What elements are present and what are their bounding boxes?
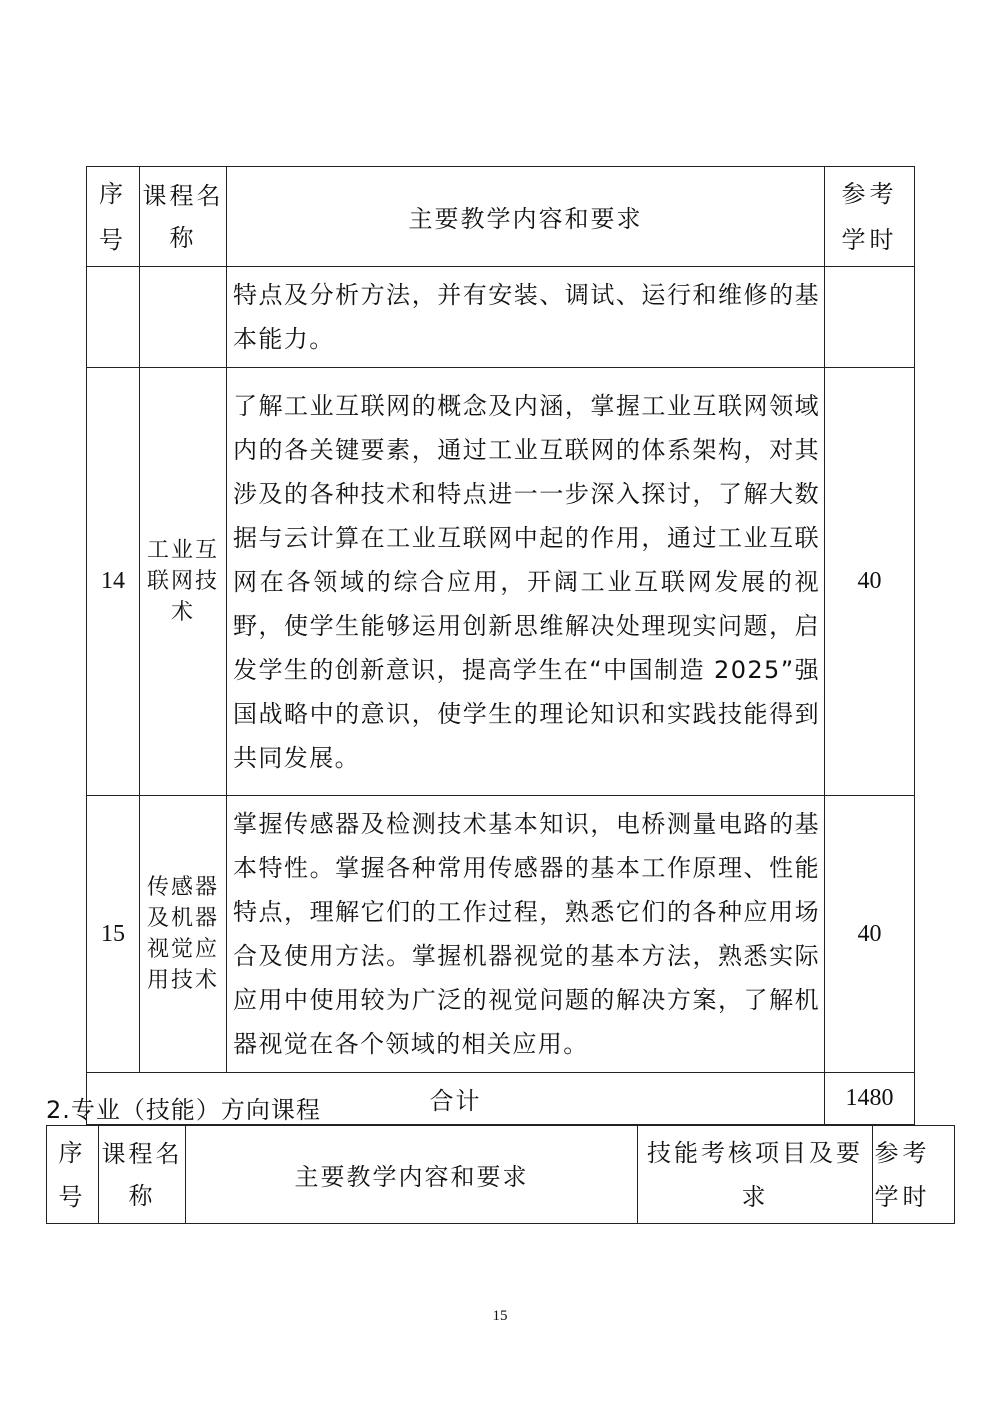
- t2-header-course-name: [99, 1126, 186, 1224]
- t2-header-course-name-label: 课程名称: [101, 1139, 183, 1210]
- t2-header-content: [186, 1126, 638, 1224]
- row-hours-cell: [825, 267, 915, 368]
- page-number: 15: [492, 1308, 508, 1324]
- header-content: [227, 167, 825, 267]
- row-seq: 15: [87, 796, 140, 1073]
- table-row: [87, 368, 915, 796]
- table-header-row: [87, 167, 915, 267]
- row-course-name: 传感器及机器视觉应用技术: [140, 796, 227, 1073]
- total-hours: 1480: [825, 1073, 915, 1125]
- header-hours-label: 参考学时: [841, 179, 898, 254]
- t2-header-skill: [638, 1126, 873, 1224]
- row-seq: 14: [87, 368, 140, 796]
- header-course-name: [140, 167, 227, 267]
- continuation-content: 特点及分析方法，并有安装、调试、运行和维修的基本能力。: [227, 267, 825, 368]
- table-row: [87, 796, 915, 1073]
- row-name-cell: [140, 267, 227, 368]
- header-content-label: 主要教学内容和要求: [408, 205, 643, 233]
- t2-header-hours-label: 参考学时: [874, 1138, 931, 1211]
- header-seq-label: 序号: [99, 179, 125, 254]
- direction-course-table: [46, 1125, 955, 1224]
- table2-header-row: [47, 1126, 955, 1224]
- row-content: 掌握传感器及检测技术基本知识，电桥测量电路的基本特性。掌握各种常用传感器的基本工作原理、性能特点，理解它们的工作过程，熟悉它们的各种应用场合及使用方法。掌握机器视觉的基本方法，熟悉实际应用中使用较为广泛的视觉问题的解决方案，了解机器视觉在各个领域的相关应用。: [227, 796, 825, 1073]
- row-hours: 40: [825, 796, 915, 1073]
- header-seq: [87, 167, 140, 267]
- section-heading: 2.专业（技能）方向课程: [46, 1096, 321, 1124]
- t2-header-hours: [873, 1126, 955, 1224]
- course-table: [86, 166, 915, 1125]
- row-course-name: 工业互联网技术: [140, 368, 227, 796]
- row-content: 了解工业互联网的概念及内涵，掌握工业互联网领域内的各关键要素，通过工业互联网的体系架构，对其涉及的各种技术和特点进一一步深入探讨，了解大数据与云计算在工业互联网中起的作用，通过工业互联网在各领域的综合应用，开阔工业互联网发展的视野，使学生能够运用创新思维解决处理现实问题，启发学生的创新意识，提高学生在“中国制造 2025”强国战略中的意识，使学生的理论知识和实践技能得到共同发展。: [227, 368, 825, 796]
- row-seq-cell: [87, 267, 140, 368]
- t2-header-seq-label: 序号: [58, 1138, 85, 1211]
- t2-header-content-label: 主要教学内容和要求: [294, 1163, 529, 1191]
- total-label-text: 合计: [429, 1087, 482, 1115]
- header-hours: [825, 167, 915, 267]
- t2-header-seq: [47, 1126, 99, 1224]
- row-hours: 40: [825, 368, 915, 796]
- t2-header-skill-label: 技能考核项目及要求: [647, 1138, 863, 1211]
- header-course-name-label: 课程名称: [142, 181, 224, 252]
- table-row: [87, 267, 915, 368]
